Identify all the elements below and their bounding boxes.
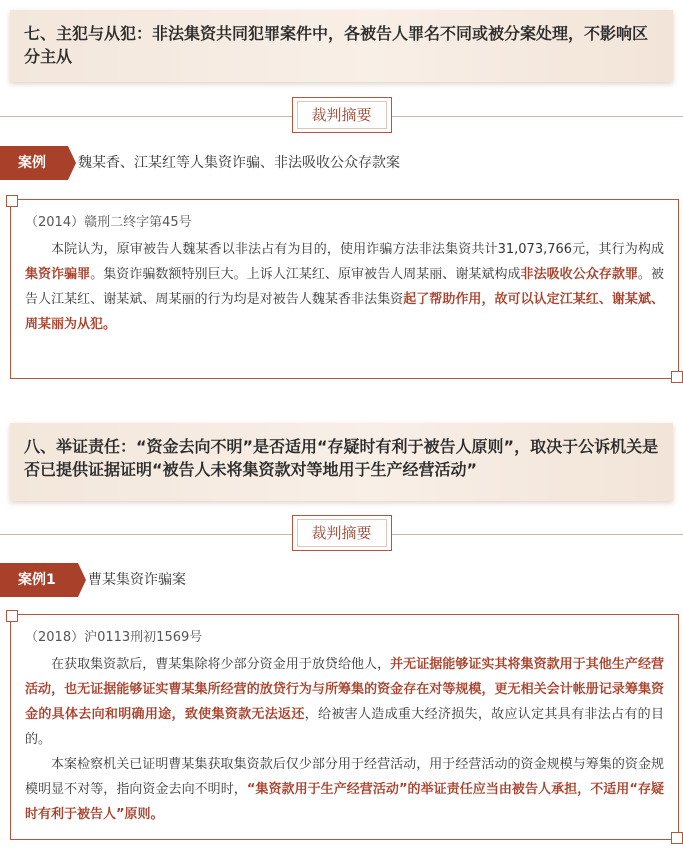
case-number: （2018）沪0113刑初1569号 bbox=[25, 630, 203, 645]
text-run: 本院认为，原审被告人魏某香以非法占有为目的，使用诈骗方法非法集资共计31,073,766元，其行为构成 bbox=[51, 242, 664, 257]
highlight-run: 集资诈骗罪 bbox=[25, 267, 91, 282]
section-7-case-row bbox=[0, 146, 683, 180]
section-7-case-box bbox=[10, 199, 679, 379]
section-8-tag-wrap bbox=[0, 515, 683, 553]
corner-ornament bbox=[6, 610, 18, 622]
corner-ornament bbox=[671, 832, 683, 844]
case-label: 案例 bbox=[0, 146, 68, 180]
section-7-tag-wrap bbox=[0, 97, 683, 135]
section-8-tag: 裁判摘要 bbox=[292, 515, 392, 551]
corner-ornament bbox=[6, 195, 18, 207]
section-7-tag: 裁判摘要 bbox=[292, 97, 392, 133]
section-8-case-box bbox=[10, 614, 679, 840]
section-8-heading-box bbox=[10, 423, 673, 501]
text-run: ，给被害人造成重大经济损失，故应认定其具有非法占有的目的。 bbox=[25, 707, 664, 747]
highlight-run: “集资款用于生产经营活动”的举证责任应当由被告人承担，不适用“存疑时有利于被告人”原则。 bbox=[25, 782, 664, 822]
case-paragraph bbox=[25, 237, 664, 337]
highlight-run: 并无证据能够证实其将集资款用于其他生产经营活动，也无证据能够证实曹某集所经营的放贷行为与所筹集的资金存在对等规模，更无相关会计帐册记录筹集资金的具体去向和明确用途，致使集资款无法返还 bbox=[25, 657, 664, 722]
highlight-run: 非法吸收公众存款罪 bbox=[520, 267, 638, 282]
case-label: 案例1 bbox=[0, 563, 78, 597]
text-run: 。被告人江某红、谢某斌、周某丽的行为均是对被告人魏某香非法集资 bbox=[25, 267, 664, 307]
highlight-run: 起了帮助作用，故可以认定江某红、谢某斌、周某丽为从犯。 bbox=[25, 292, 664, 332]
text-run: 。集资诈骗数额特别巨大。上诉人江某红、原审被告人周某丽、谢某斌构成 bbox=[90, 267, 521, 282]
case-name: 魏某香、江某红等人集资诈骗、非法吸收公众存款案 bbox=[78, 155, 400, 171]
case-number: （2014）赣刑二终字第45号 bbox=[25, 215, 192, 230]
case-paragraph bbox=[25, 652, 664, 752]
text-run: 本案检察机关已证明曹某集获取集资款后仅少部分用于经营活动，用于经营活动的资金规模与筹集的资金规模明显不对等，指向资金去向不明时， bbox=[25, 757, 664, 797]
section-8-heading: 八、举证责任：“资金去向不明”是否适用“存疑时有利于被告人原则”，取决于公诉机关是否已提供证据证明“被告人未将集资款对等地用于生产经营活动” bbox=[24, 437, 659, 479]
corner-ornament bbox=[671, 371, 683, 383]
section-8-case-row bbox=[0, 563, 683, 597]
case-name: 曹某集资诈骗案 bbox=[88, 572, 186, 588]
case-paragraph bbox=[25, 752, 664, 827]
text-run: 在获取集资款后，曹某集除将少部分资金用于放贷给他人， bbox=[51, 657, 391, 672]
section-7-heading-box bbox=[10, 10, 673, 82]
section-7-heading: 七、主犯与从犯：非法集资共同犯罪案件中，各被告人罪名不同或被分案处理，不影响区分主从 bbox=[24, 24, 649, 66]
